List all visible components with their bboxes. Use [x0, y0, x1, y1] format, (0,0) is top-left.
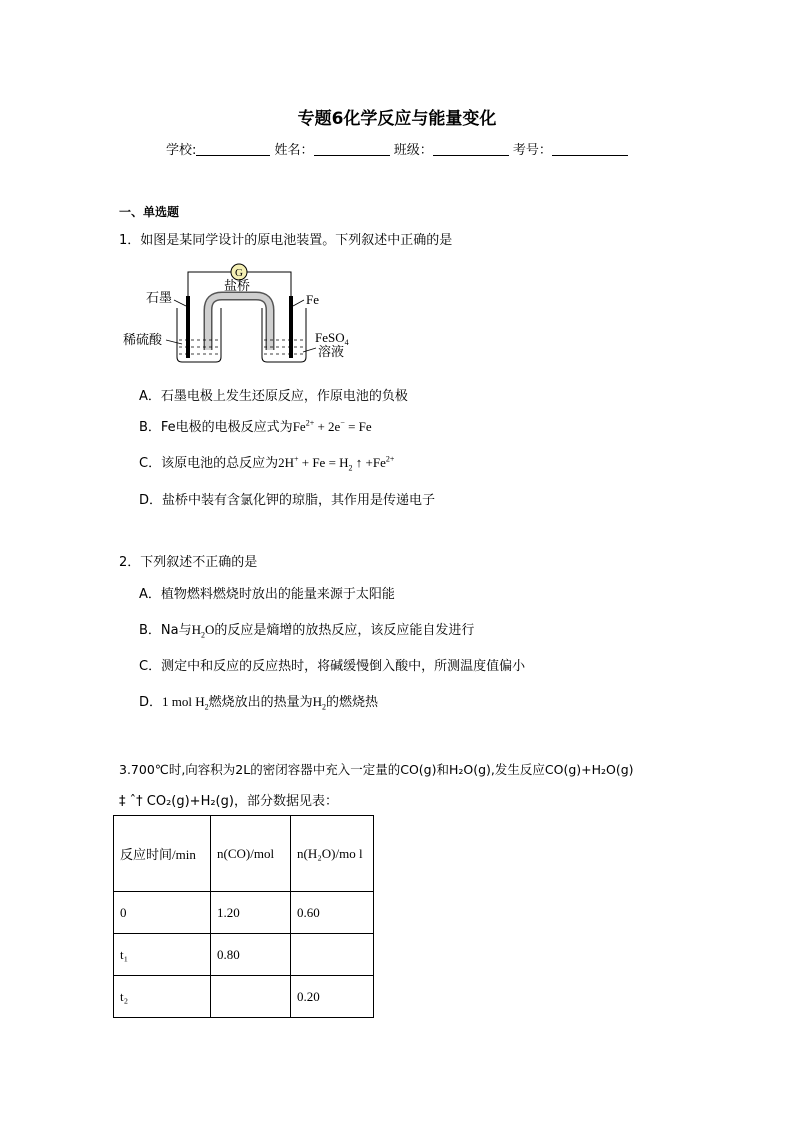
school-blank[interactable]: [196, 143, 270, 156]
table-cell: [211, 976, 291, 1018]
table-header-cell: 反应时间/min: [114, 816, 211, 892]
id-blank[interactable]: [552, 143, 628, 156]
table-cell: 1.20: [211, 892, 291, 934]
class-blank[interactable]: [433, 143, 509, 156]
q1-stem: 1．如图是某同学设计的原电池装置。下列叙述中正确的是: [119, 233, 453, 248]
student-info-line: [166, 139, 628, 158]
table-row: [114, 892, 374, 934]
solution-label: 溶液: [318, 344, 345, 359]
q1-b-formula: $Fe^{2+} + 2e^- = Fe$: [292, 418, 372, 434]
q1-option-a[interactable]: A．石墨电极上发生还原反应，作原电池的负极: [139, 389, 408, 404]
name-label: 姓名：: [274, 143, 314, 158]
iron-electrode: [289, 296, 293, 358]
salt-bridge-label: 盐桥: [224, 278, 251, 293]
table-cell: t₁: [114, 934, 211, 976]
table-cell: [291, 934, 374, 976]
q2-option-a[interactable]: A．植物燃料燃烧时放出的能量来源于太阳能: [139, 587, 395, 602]
table-row: [114, 934, 374, 976]
sulfuric-acid-label: 稀硫酸: [123, 332, 163, 347]
q3-data-table: [113, 815, 374, 1018]
q2-stem: 2．下列叙述不正确的是: [119, 555, 258, 570]
q1-c-formula: $2H^+ + Fe = H_2$ ↑ $+Fe^{2+}$: [278, 454, 395, 473]
name-blank[interactable]: [314, 143, 390, 156]
table-header-cell: n(CO)/mol: [211, 816, 291, 892]
q2-option-c[interactable]: C．测定中和反应的反应热时，将碱缓慢倒入酸中，所测温度值偏小: [139, 659, 526, 674]
graphite-electrode: [186, 296, 190, 358]
q1-option-d[interactable]: D．盐桥中装有含氯化钾的琼脂，其作用是传递电子: [139, 493, 436, 508]
q2-option-d[interactable]: D．1 mol $H_2$燃烧放出的热量为$H_2$的燃烧热: [139, 694, 379, 712]
graphite-label: 石墨: [146, 290, 173, 305]
table-cell: t₂: [114, 976, 211, 1018]
q1-option-c[interactable]: [139, 452, 394, 473]
galvanic-cell-figure: [118, 258, 368, 370]
q3-stem-line2: ‡ ˆ† CO₂(g)+H₂(g)，部分数据见表：: [119, 794, 338, 809]
page-title: 专题6化学反应与能量变化: [297, 109, 497, 129]
table-cell: 0: [114, 892, 211, 934]
q1-option-b[interactable]: [139, 416, 372, 435]
table-cell: 0.60: [291, 892, 374, 934]
q1-c-text: C．该原电池的总反应为: [139, 456, 279, 471]
table-header-cell: n(H₂O)/mo l: [291, 816, 374, 892]
fe-label: Fe: [306, 292, 319, 307]
school-label: 学校:: [166, 143, 197, 158]
galvanometer-label: G: [235, 267, 243, 279]
id-label: 考号：: [512, 143, 552, 158]
salt-bridge: [208, 296, 270, 350]
feso4-label: FeSO$_4$: [315, 330, 349, 347]
table-header-row: [114, 816, 374, 892]
table-row: [114, 976, 374, 1018]
q2-option-b[interactable]: B．Na与$H_2O$的反应是熵增的放热反应，该反应能自发进行: [139, 622, 475, 640]
table-cell: 0.80: [211, 934, 291, 976]
q1-b-text: B．Fe电极的电极反应式为: [139, 420, 293, 435]
class-label: 班级：: [393, 143, 433, 158]
table-cell: 0.20: [291, 976, 374, 1018]
q3-stem-line1: 3.700℃时,向容积为2L的密闭容器中充入一定量的CO(g)和H₂O(g),发生反应CO(g)+H₂O(g): [119, 762, 634, 777]
section-title: 一、单选题: [119, 205, 180, 219]
